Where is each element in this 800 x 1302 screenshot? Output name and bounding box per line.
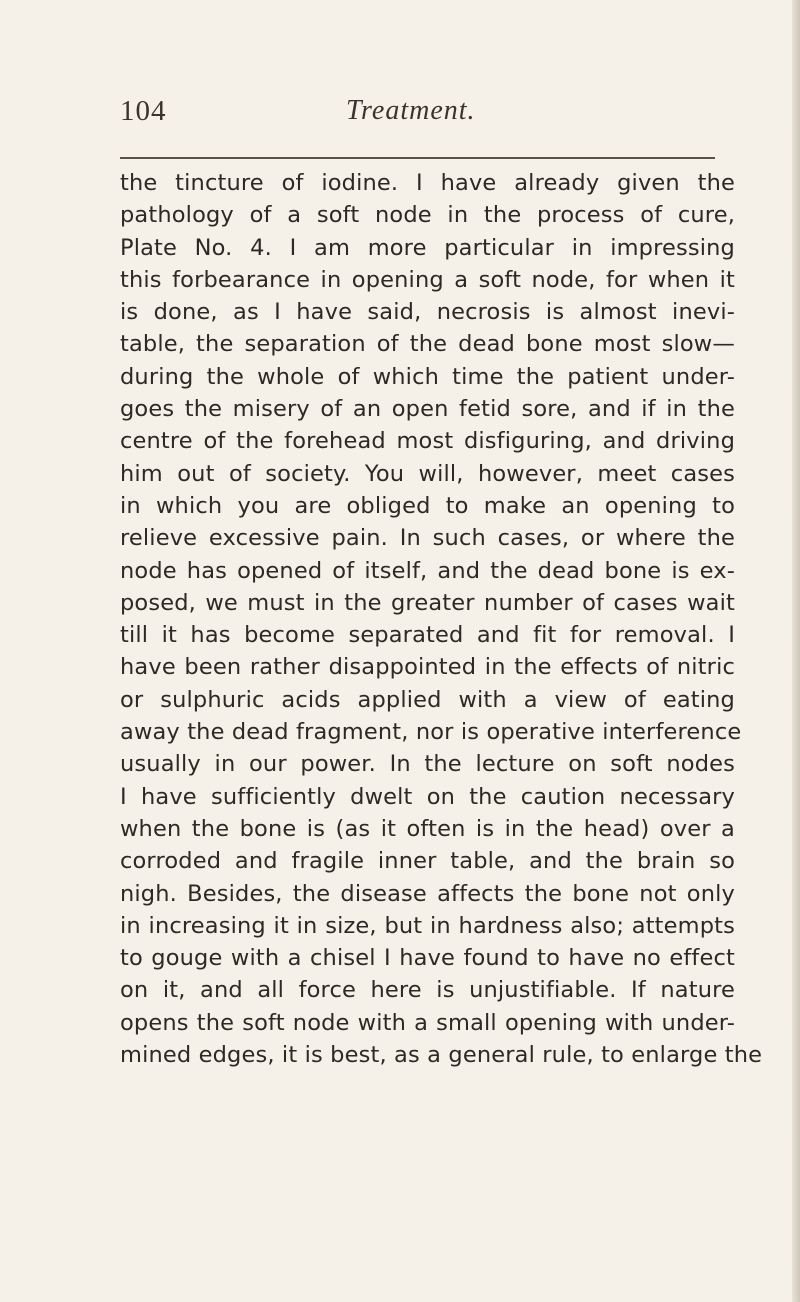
text-line: usually in our power. In the lecture on soft nodes (120, 751, 735, 778)
text-line: corroded and fragile inner table, and the brain so (120, 848, 735, 875)
running-head: Treatment. (346, 95, 476, 126)
text-line: mined edges, it is best, as a general rule, to enlarge the (120, 1042, 763, 1069)
text-line: to gouge with a chisel I have found to have no effect (120, 945, 735, 972)
text-line: table, the separation of the dead bone most slow— (120, 331, 735, 358)
text-line: pathology of a soft node in the process of cure, (120, 202, 735, 229)
text-line: away the dead fragment, nor is operative interference (120, 719, 742, 746)
text-line: in increasing it in size, but in hardness also; attempts (120, 912, 735, 939)
text-line: opens the soft node with a small opening with under- (120, 1009, 735, 1036)
body-text (120, 167, 763, 1071)
text-line: when the bone is (as it often is in the head) over a (120, 815, 735, 842)
text-line: centre of the forehead most disfiguring, and driving (120, 428, 735, 455)
text-line: nigh. Besides, the disease affects the bone not only (120, 880, 735, 907)
text-line: posed, we must in the greater number of cases wait (120, 589, 735, 616)
text-line: this forbearance in opening a soft node, for when it (120, 266, 735, 293)
text-line: relieve excessive pain. In such cases, or where the (120, 525, 735, 552)
text-line: I have sufficiently dwelt on the caution necessary (120, 783, 735, 810)
text-line: him out of society. You will, however, meet cases (120, 460, 735, 487)
text-line: or sulphuric acids applied with a view of eating (120, 686, 735, 713)
text-line: till it has become separated and fit for removal. I (120, 622, 735, 649)
text-line: is done, as I have said, necrosis is almost inevi- (120, 299, 735, 326)
text-line: node has opened of itself, and the dead bone is ex- (120, 557, 735, 584)
page-edge (792, 0, 800, 1302)
text-line: have been rather disappointed in the effects of nitric (120, 654, 735, 681)
header-rule (120, 157, 715, 159)
text-line: goes the misery of an open fetid sore, and if in the (120, 396, 735, 423)
text-line: Plate No. 4. I am more particular in impressing (120, 234, 735, 261)
page-header (120, 95, 720, 135)
text-line: the tincture of iodine. I have already given the (120, 170, 735, 196)
text-line: in which you are obliged to make an opening to (120, 492, 735, 519)
text-line: on it, and all force here is unjustifiable. If nature (120, 977, 735, 1004)
text-line: during the whole of which time the patient under- (120, 363, 735, 390)
page-number: 104 (120, 95, 167, 127)
